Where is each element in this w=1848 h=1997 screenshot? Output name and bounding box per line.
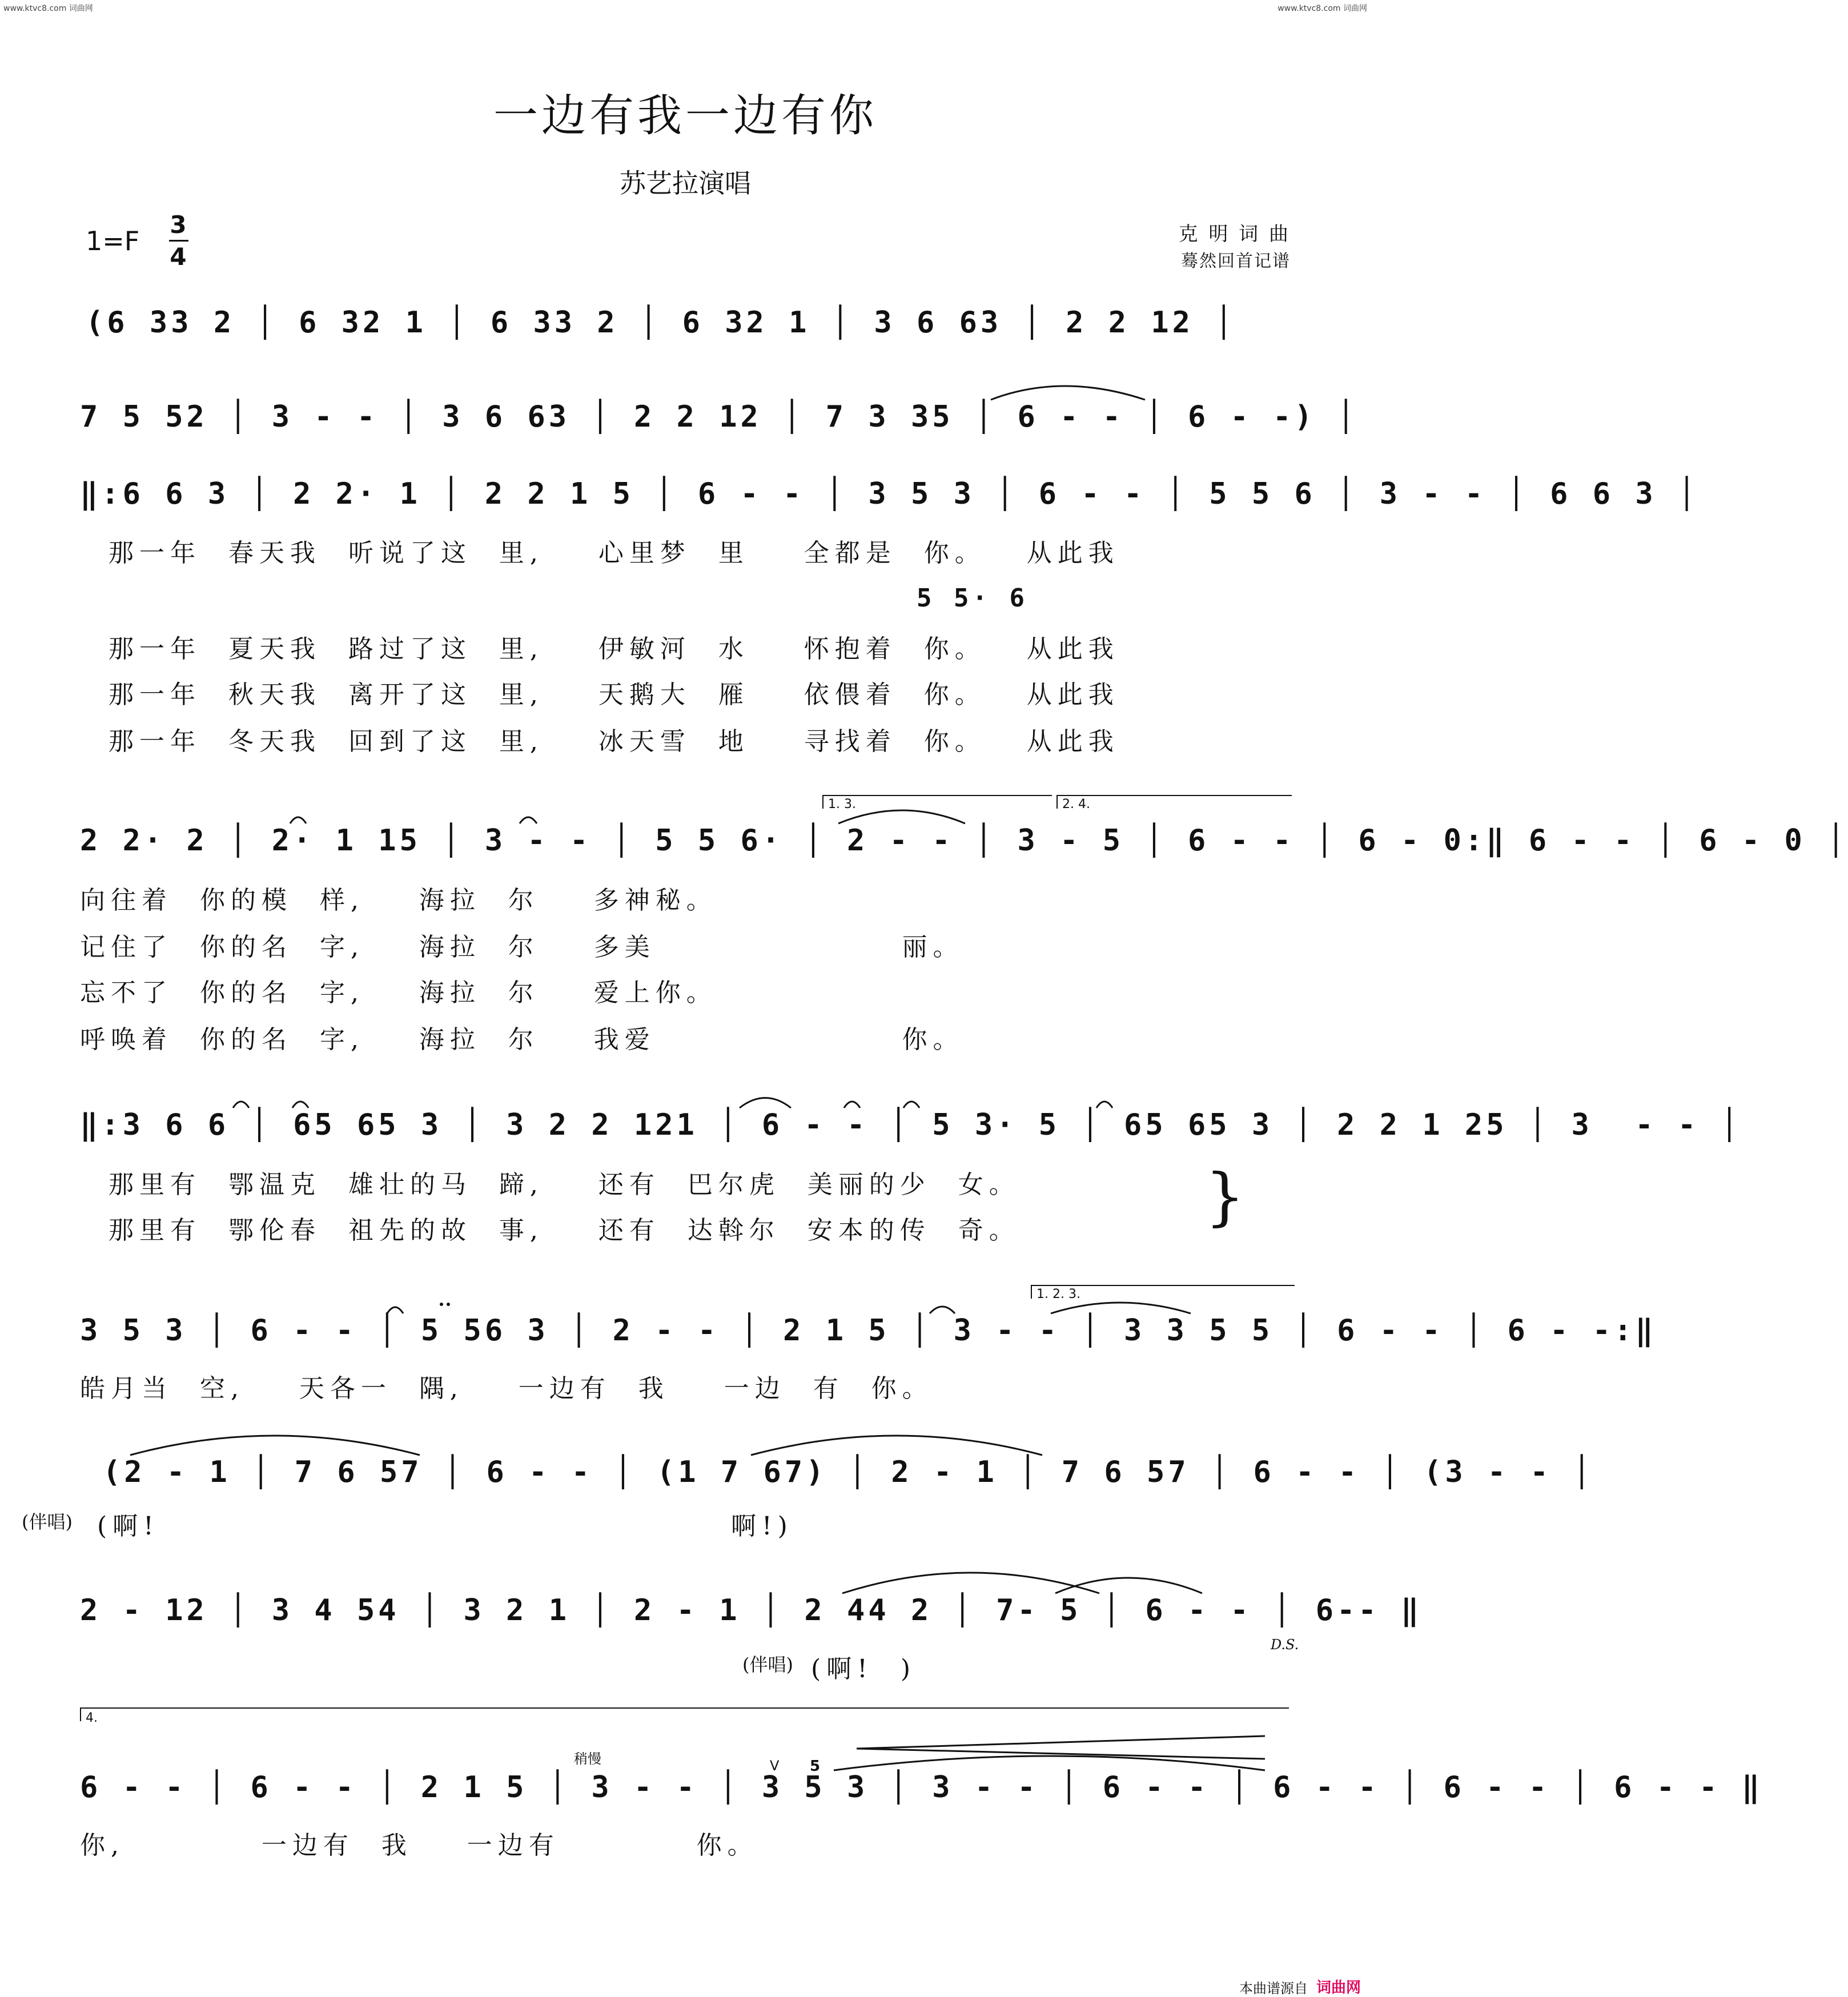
slur-row6-b: [387, 1307, 403, 1313]
notation-row-7: (2 - 1 │ 7 6 57 │ 6 - - │ (1 7 67) │ 2 - 1 │ 7 6 57 │ 6 - - │ (3 - - │: [103, 1455, 1594, 1489]
notation-row-4: 2 2· 2 │ 2· 1 15 │ 3 - - │ 5 5 6· │ 2 - - │ 3 - 5 │ 6 - - │ 6 - 0:‖ 6 - - │ 6 - 0 │: [80, 823, 1848, 858]
slur-row6-c: [930, 1307, 955, 1313]
volta-4-label: 4.: [86, 1711, 98, 1725]
lyrics-row-6: 皓月当 空, 天各一 隅, 一边有 我 一边 有 你。: [80, 1374, 933, 1403]
lyrics-row-3-verse-4: 那一年 冬天我 回到了这 里, 冰天雪 地 寻找着 你。 从此我: [109, 727, 1119, 756]
lyrics-row-3-verse-1: 那一年 春天我 听说了这 里, 心里梦 里 全都是 你。 从此我: [109, 539, 1119, 568]
accompaniment-label-2: (伴唱): [742, 1654, 793, 1675]
breath-mark: V: [770, 1758, 780, 1774]
lyrics-row-5-verse-2: 那里有 鄂伦春 祖先的故 事, 还有 达斡尔 安本的传 奇。: [109, 1216, 1020, 1245]
volta-3-label: 1. 2. 3.: [1037, 1287, 1080, 1301]
accompaniment-ah-3: (啊! ): [811, 1654, 916, 1683]
lyrics-music-credit: 克 明 词 曲: [1178, 223, 1291, 246]
slur-row5-e: [903, 1102, 919, 1108]
tie-row4-a: [838, 810, 965, 823]
transcriber-credit: 蓦然回首记谱: [1181, 251, 1291, 271]
notation-row-5: ‖:3 6 6 │ 65 65 3 │ 3 2 2 121 │ 6 - - │ 5 3· 5 │ 65 65 3 │ 2 2 1 25 │ 3 - - │: [80, 1108, 1742, 1142]
meter-bottom: 4: [170, 243, 187, 271]
tempo-marking: 稍慢: [574, 1751, 601, 1767]
key-signature: 1=F: [86, 226, 140, 256]
lyrics-row-3-verse-2: 那一年 夏天我 路过了这 里, 伊敏河 水 怀抱着 你。 从此我: [109, 634, 1119, 664]
lyrics-row-5-verse-1: 那里有 鄂温克 雄壮的马 蹄, 还有 巴尔虎 美丽的少 女。: [109, 1170, 1020, 1199]
alternate-notes: 5 5· 6: [917, 584, 1028, 613]
accompaniment-ah-1: (啊!: [97, 1512, 159, 1541]
footer-brand: 词曲网: [1316, 1979, 1361, 1996]
notation-row-8: 2 - 12 │ 3 4 54 │ 3 2 1 │ 2 - 1 │ 2 44 2 │ 7- 5 │ 6 - - │ 6-- ‖: [80, 1593, 1423, 1628]
notation-row-9: 6 - - │ 6 - - │ 2 1 5 │ 3 - - │ 3 5 3 │ 3 - - │ 6 - - │ 6 - - │ 6 - - │ 6 - - ‖: [80, 1770, 1763, 1805]
meter-top: 3: [170, 211, 187, 239]
notation-row-1: (6 33 2 │ 6 32 1 │ 6 33 2 │ 6 32 1 │ 3 6 63 │ 2 2 12 │: [86, 306, 1236, 340]
slur-row5-b: [292, 1102, 308, 1108]
accent-mark-1: [440, 1303, 443, 1306]
slur-row8-b: [1055, 1578, 1202, 1593]
lyrics-row-4-verse-2: 记住了 你的名 字, 海拉 尔 多美 丽。: [80, 933, 964, 962]
slur-row5-d: [844, 1102, 860, 1108]
slur-row5-a: [233, 1102, 249, 1108]
dal-segno-mark: D.S.: [1271, 1637, 1299, 1653]
slur-row7-b: [751, 1436, 1042, 1455]
slur-row4-c: [520, 817, 537, 823]
volta-2-label: 2. 4.: [1062, 797, 1090, 811]
slur-row5-c: [740, 1098, 791, 1108]
crescendo-hairpin-1: [857, 1736, 1265, 1749]
song-title: 一边有我一边有你: [493, 90, 877, 142]
accompaniment-label-1: (伴唱): [22, 1511, 73, 1533]
slur-row4-b: [290, 817, 306, 823]
crescendo-hairpin-2: [857, 1749, 1265, 1759]
accompaniment-ah-2: 啊!): [731, 1512, 793, 1541]
notation-row-6: 3 5 3 │ 6 - - │ 5 56 3 │ 2 - - │ 2 1 5 │ 3 - - │ 3 3 5 5 │ 6 - - │ 6 - -:‖: [80, 1313, 1657, 1348]
lyrics-row-4-verse-4: 呼唤着 你的名 字, 海拉 尔 我爱 你。: [80, 1025, 964, 1054]
lyrics-row-9: 你, 一边有 我 一边有 你。: [80, 1831, 758, 1860]
watermark-left: www.ktvc8.com 词曲网: [3, 4, 93, 13]
volta-1-label: 1. 3.: [828, 797, 856, 811]
lyrics-row-4-verse-1: 向往着 你的模 样, 海拉 尔 多神秘。: [80, 886, 717, 915]
lyrics-row-4-verse-3: 忘不了 你的名 字, 海拉 尔 爱上你。: [80, 978, 717, 1007]
notation-row-2: 7 5 52 │ 3 - - │ 3 6 63 │ 2 2 12 │ 7 3 35 │ 6 - - │ 6 - -) │: [80, 400, 1359, 434]
accent-mark-2: [447, 1303, 450, 1306]
singer-credit: 苏艺拉演唱: [620, 168, 751, 199]
slur-row5-f: [1096, 1102, 1112, 1108]
lyrics-row-3-verse-3: 那一年 秋天我 离开了这 里, 天鹅大 雁 依偎着 你。 从此我: [109, 680, 1119, 709]
watermark-right: www.ktvc8.com 词曲网: [1277, 4, 1367, 13]
slur-row7-a: [130, 1436, 420, 1455]
tie-row2: [991, 386, 1145, 400]
notation-row-3: ‖:6 6 3 │ 2 2· 1 │ 2 2 1 5 │ 6 - - │ 3 5 3 │ 6 - - │ 5 5 6 │ 3 - - │ 6 6 3 │: [80, 477, 1700, 511]
footer-source: 本曲谱源自: [1239, 1980, 1308, 1996]
tie-row6-a: [1051, 1303, 1191, 1313]
tie-row9: [834, 1756, 1265, 1770]
verse-brace: }: [1205, 1160, 1245, 1233]
grace-note: 5: [810, 1758, 821, 1775]
